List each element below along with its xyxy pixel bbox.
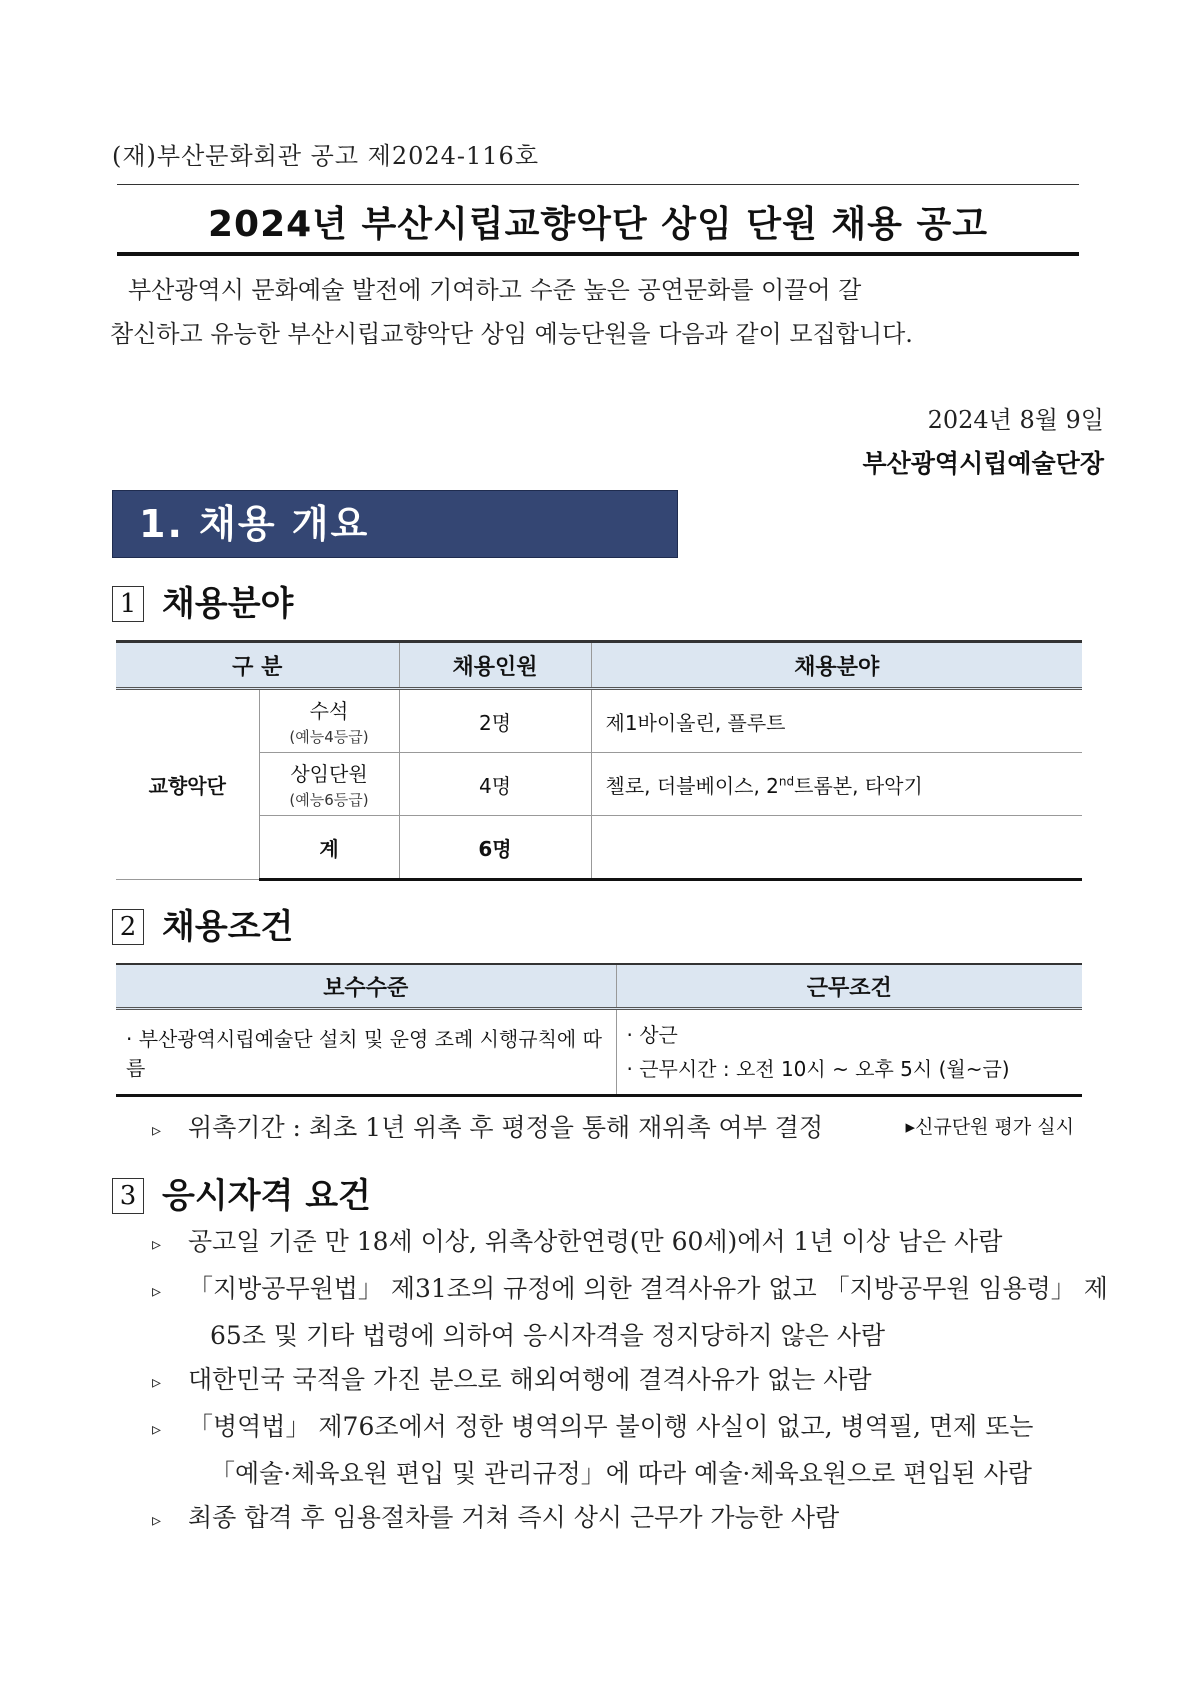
term-evaluation-note: ▸신규단원 평가 실시 xyxy=(905,1116,1074,1138)
list-item xyxy=(152,1267,1108,1314)
list-item xyxy=(152,1220,1102,1267)
position-cell xyxy=(259,753,399,816)
term-note-line xyxy=(152,1108,1082,1144)
field-cell xyxy=(591,753,1082,816)
qualification-text: 「지방공무원법」 제31조의 규정에 의한 결격사유가 없고 「지방공무원 임용령」 제 xyxy=(188,1274,1108,1303)
header-pay: 보수수준 xyxy=(116,964,616,1009)
intro-paragraph xyxy=(110,268,1095,356)
header-rule xyxy=(117,184,1079,185)
header-field: 채용분야 xyxy=(591,642,1082,689)
notice-date: 2024년 8월 9일 xyxy=(927,406,1104,434)
subheading-conditions xyxy=(112,899,293,948)
field-text-post: 트롬본, 타악기 xyxy=(794,773,923,798)
qualification-text: 대한민국 국적을 가진 분으로 해외여행에 결격사유가 없는 사람 xyxy=(188,1365,872,1394)
qualification-text: 공고일 기준 만 18세 이상, 위촉상한연령(만 60세)에서 1년 이상 남은 사람 xyxy=(188,1227,1003,1256)
qualification-text: 최종 합격 후 임용절차를 거쳐 즉시 상시 근무가 가능한 사람 xyxy=(188,1503,840,1532)
header-category: 구 분 xyxy=(116,642,399,689)
list-item xyxy=(152,1496,1102,1543)
page-title: 2024년 부산시립교향악단 상임 단원 채용 공고 xyxy=(207,204,989,245)
work-condition-1: · 상근 xyxy=(626,1023,678,1047)
qualification-text: 「병역법」 제76조에서 정한 병역의무 불이행 사실이 없고, 병역필, 면제 또는 xyxy=(188,1412,1034,1441)
position-cell xyxy=(259,689,399,753)
table-header-row xyxy=(116,964,1082,1009)
position-name: 수석 xyxy=(309,699,349,723)
header-count: 채용인원 xyxy=(399,642,591,689)
intro-line-1: 부산광역시 문화예술 발전에 기여하고 수준 높은 공연문화를 이끌어 갈 xyxy=(128,276,862,304)
subheading-recruit-field xyxy=(112,576,293,625)
group-cell: 교향악단 xyxy=(116,689,259,880)
subheading-qualifications xyxy=(112,1168,371,1217)
position-name: 상임단원 xyxy=(290,762,368,786)
total-count: 6명 xyxy=(399,816,591,880)
notice-number: (재)부산문화회관 공고 제2024-116호 xyxy=(112,142,540,170)
bullet-triangle-icon: ▹ xyxy=(152,1120,162,1141)
count-cell: 4명 xyxy=(399,753,591,816)
subheading-number-box: 1 xyxy=(112,586,144,622)
term-text: 위촉기간 : 최초 1년 위촉 후 평정을 통해 재위촉 여부 결정 xyxy=(188,1113,824,1142)
table-row xyxy=(116,1009,1082,1096)
bullet-triangle-icon: ▹ xyxy=(152,1510,162,1531)
recruit-field-table xyxy=(116,640,1082,881)
intro-line-2: 참신하고 유능한 부산시립교향악단 상임 예능단원을 다음과 같이 모집합니다. xyxy=(110,320,913,348)
bullet-triangle-icon: ▹ xyxy=(152,1372,162,1393)
list-item-continuation: 「예술·체육요원 편입 및 관리규정」에 따라 예술·체육요원으로 편입된 사람 xyxy=(210,1459,1032,1488)
subheading-number-box: 2 xyxy=(112,909,144,945)
subheading-label: 응시자격 요건 xyxy=(162,1176,371,1216)
title-rule xyxy=(117,252,1079,256)
subheading-label: 채용조건 xyxy=(162,907,294,947)
total-row xyxy=(116,816,1082,880)
bullet-triangle-icon: ▹ xyxy=(152,1234,162,1255)
bullet-triangle-icon: ▹ xyxy=(152,1281,162,1302)
field-text-pre: 첼로, 더블베이스, 2 xyxy=(605,773,779,798)
section-banner-overview: 1. 채용 개요 xyxy=(112,490,678,558)
table-row xyxy=(116,753,1082,816)
field-cell: 제1바이올린, 플루트 xyxy=(591,689,1082,753)
work-condition-2: · 근무시간 : 오전 10시 ~ 오후 5시 (월~금) xyxy=(626,1057,1010,1081)
table-row xyxy=(116,689,1082,753)
issuer-name: 부산광역시립예술단장 xyxy=(862,449,1104,478)
field-superscript: nd xyxy=(778,773,795,788)
position-grade: (예능4등급) xyxy=(289,728,369,746)
list-item xyxy=(152,1405,1102,1452)
qualification-list xyxy=(152,1220,1108,1543)
table-header-row xyxy=(116,642,1082,689)
count-cell: 2명 xyxy=(399,689,591,753)
position-grade: (예능6등급) xyxy=(289,791,369,809)
total-empty-cell xyxy=(591,816,1082,880)
list-item-continuation: 65조 및 기타 법령에 의하여 응시자격을 정지당하지 않은 사람 xyxy=(210,1321,885,1350)
conditions-table xyxy=(116,963,1082,1097)
work-cell xyxy=(616,1009,1082,1096)
header-work: 근무조건 xyxy=(616,964,1082,1009)
total-label: 계 xyxy=(259,816,399,880)
subheading-label: 채용분야 xyxy=(162,584,294,624)
list-item xyxy=(152,1358,1102,1405)
pay-cell: · 부산광역시립예술단 설치 및 운영 조례 시행규칙에 따름 xyxy=(116,1009,616,1096)
bullet-triangle-icon: ▹ xyxy=(152,1419,162,1440)
subheading-number-box: 3 xyxy=(112,1178,144,1214)
